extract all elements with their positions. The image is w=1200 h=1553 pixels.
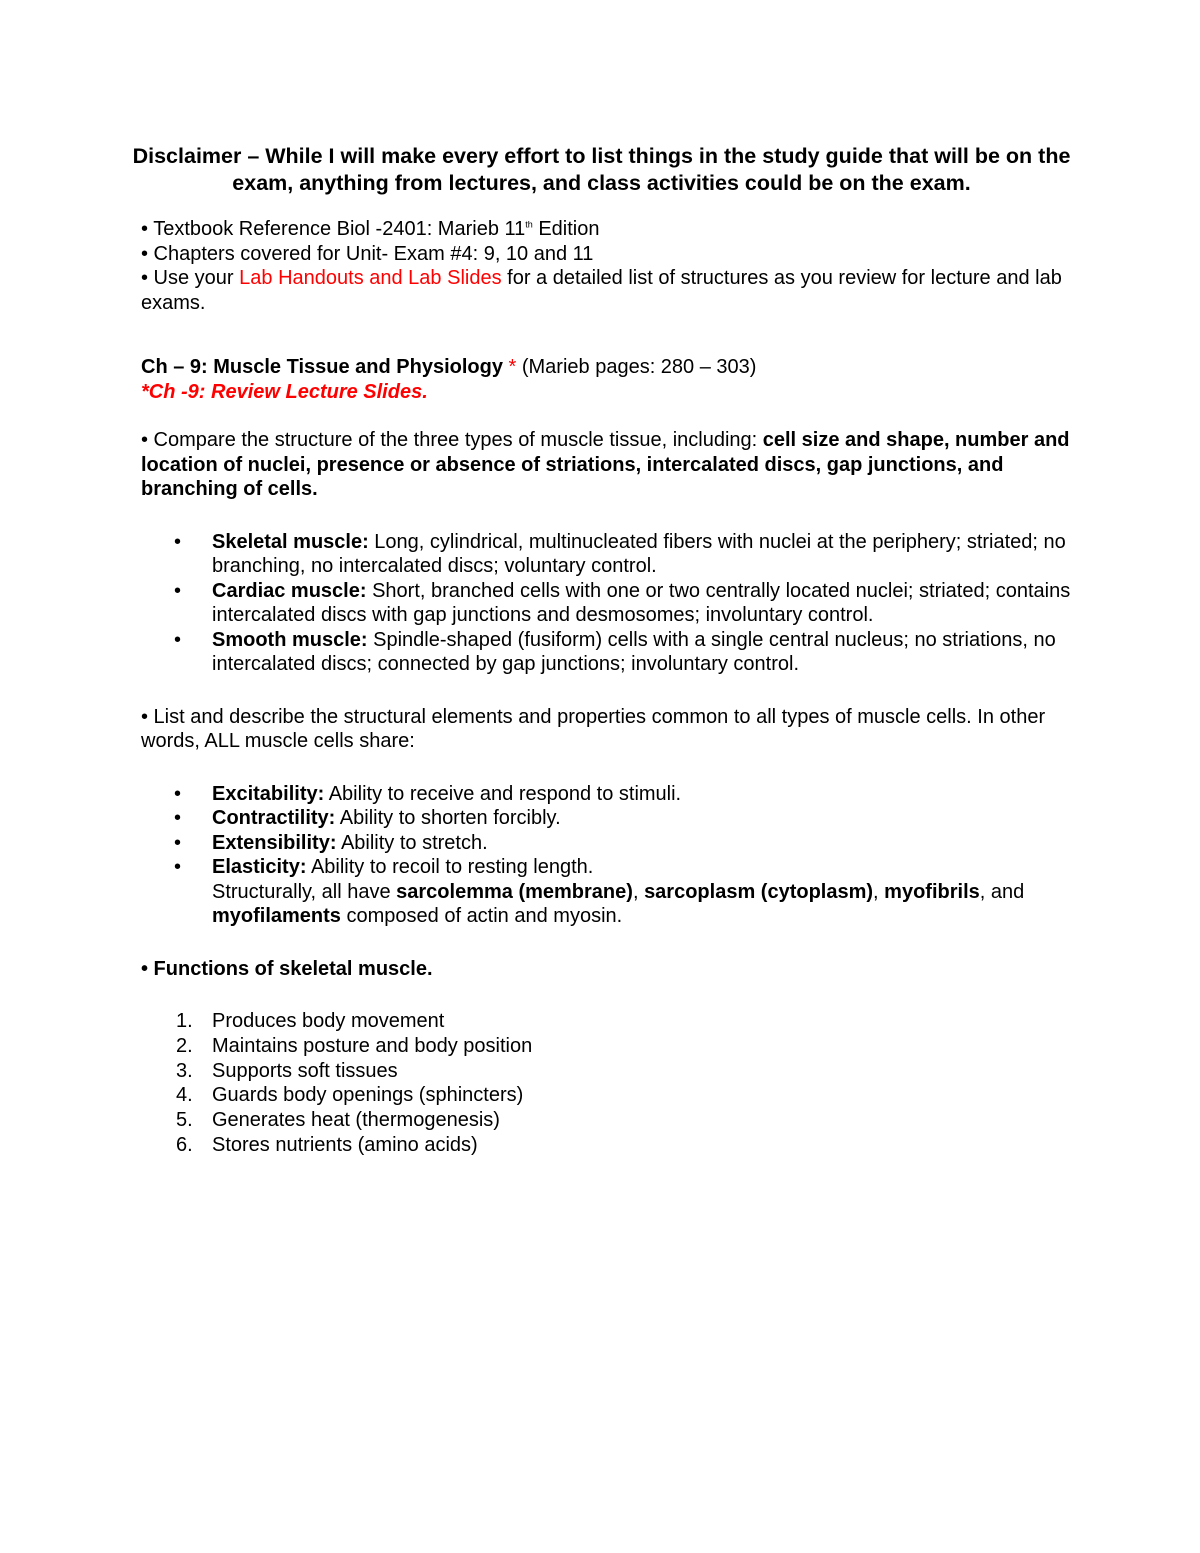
chapter-title: Ch – 9: Muscle Tissue and Physiology bbox=[141, 356, 503, 378]
list-item-text: Guards body openings (sphincters) bbox=[212, 1084, 524, 1107]
disclaimer: Disclaimer – While I will make every effort to list things in the study guide that will be on the exam, anything from lectures, and class activities could be on the exam. bbox=[132, 144, 1071, 195]
structural-term: sarcolemma (membrane) bbox=[396, 880, 633, 903]
textbook-reference bbox=[141, 217, 1071, 242]
list-item bbox=[141, 831, 1071, 856]
chapter-header bbox=[141, 355, 1071, 404]
list-item-desc: Spindle-shaped (fusiform) cells with a single central nucleus; no striations, no intercalated discs; connected by gap junctions; involuntary control. bbox=[212, 628, 1056, 675]
structural-text: composed of actin and myosin. bbox=[340, 905, 623, 927]
compare-section bbox=[141, 428, 1071, 502]
lab-handouts-note bbox=[141, 266, 1071, 315]
structural-term: myofilaments bbox=[212, 905, 341, 927]
common-properties-section bbox=[141, 705, 1071, 754]
list-item-desc: Ability to stretch. bbox=[336, 831, 488, 854]
list-item-text: Produces body movement bbox=[212, 1010, 445, 1032]
structural-text: , bbox=[632, 880, 645, 903]
chapter-star: * bbox=[502, 356, 517, 378]
list-item-term: Extensibility: bbox=[212, 831, 337, 854]
structural-term: sarcoplasm (cytoplasm) bbox=[644, 880, 874, 903]
list-item bbox=[141, 1133, 1071, 1158]
list-item-number: 1. bbox=[176, 1010, 193, 1032]
list-item-term: Excitability: bbox=[212, 782, 325, 805]
list-item-text: Generates heat (thermogenesis) bbox=[212, 1109, 500, 1132]
structural-term: myofibrils bbox=[884, 880, 980, 903]
compare-prefix: • Compare the structure of the three types of muscle tissue, including: bbox=[141, 429, 763, 451]
list-item-desc: Ability to shorten forcibly. bbox=[335, 807, 561, 829]
structural-text: , bbox=[873, 880, 885, 903]
list-item bbox=[141, 806, 1071, 831]
list-item-number: 4. bbox=[176, 1084, 193, 1107]
list-item-number: 2. bbox=[176, 1034, 193, 1057]
list-item bbox=[141, 782, 1071, 807]
bullet-icon: • bbox=[174, 530, 182, 553]
functions-list bbox=[141, 1009, 1071, 1158]
chapter-title-line bbox=[141, 355, 1071, 380]
bullet-icon: • bbox=[174, 831, 182, 854]
document-page bbox=[132, 143, 1071, 1158]
structural-text: , and bbox=[979, 880, 1025, 903]
properties-list bbox=[141, 782, 1071, 929]
list-item-desc: Ability to receive and respond to stimuli. bbox=[324, 782, 682, 805]
bullet-icon: • bbox=[174, 628, 182, 651]
muscle-types-list bbox=[141, 530, 1071, 677]
list-item bbox=[141, 579, 1071, 628]
list-item bbox=[141, 1083, 1071, 1108]
lab-handouts-highlight: Lab Handouts and Lab Slides bbox=[239, 267, 502, 289]
common-properties-text: • List and describe the structural elements and properties common to all types of muscle cells. In other words, ALL muscle cells share: bbox=[141, 705, 1046, 752]
list-item-term: Cardiac muscle: bbox=[212, 579, 367, 602]
lab-note-prefix: • Use your bbox=[141, 267, 240, 289]
textbook-reference-text: • Textbook Reference Biol -2401: Marieb 11 bbox=[141, 218, 526, 240]
functions-section bbox=[141, 957, 1071, 982]
bullet-icon: • bbox=[174, 856, 182, 878]
list-item bbox=[141, 530, 1071, 579]
bullet-icon: • bbox=[174, 579, 182, 602]
chapter-review-note: *Ch -9: Review Lecture Slides. bbox=[141, 380, 428, 403]
list-item-number: 5. bbox=[176, 1109, 193, 1132]
list-item-text: Stores nutrients (amino acids) bbox=[212, 1133, 478, 1156]
structural-text: Structurally, all have bbox=[212, 880, 397, 903]
bullet-icon: • bbox=[174, 807, 182, 829]
list-item-desc: Ability to recoil to resting length. bbox=[306, 856, 594, 878]
list-item bbox=[141, 1108, 1071, 1133]
functions-heading: • Functions of skeletal muscle. bbox=[141, 957, 433, 980]
list-item bbox=[141, 628, 1071, 677]
bullet-icon: • bbox=[174, 782, 182, 805]
list-item-term: Contractility: bbox=[212, 807, 336, 829]
list-item-term: Skeletal muscle: bbox=[212, 530, 369, 553]
textbook-edition-text: Edition bbox=[532, 218, 600, 240]
textbook-edition-sup: th bbox=[525, 219, 533, 230]
compare-text bbox=[141, 428, 1071, 502]
list-item bbox=[141, 855, 1071, 929]
list-item-desc: Short, branched cells with one or two centrally located nuclei; striated; contains intercalated discs with gap junctions and desmosomes; involuntary control. bbox=[212, 579, 1071, 626]
list-item bbox=[141, 1034, 1071, 1059]
chapter-pages: (Marieb pages: 280 – 303) bbox=[516, 356, 757, 378]
course-info bbox=[141, 217, 1071, 315]
list-item bbox=[141, 1059, 1071, 1084]
compare-bold: cell size and shape, number and location of nuclei, presence or absence of striations, intercalated discs, gap junctions, and branching of cells. bbox=[141, 429, 1070, 500]
list-item-desc: Long, cylindrical, multinucleated fibers with nuclei at the periphery; striated; no branching, no intercalated discs; voluntary control. bbox=[212, 530, 1066, 577]
list-item-term: Smooth muscle: bbox=[212, 628, 368, 651]
chapters-covered: • Chapters covered for Unit- Exam #4: 9, 10 and 11 bbox=[141, 242, 594, 265]
lab-note-suffix: for a detailed list of structures as you review for lecture and lab exams. bbox=[141, 267, 1062, 314]
list-item bbox=[141, 1009, 1071, 1034]
list-item-number: 3. bbox=[176, 1059, 193, 1082]
list-item-text: Maintains posture and body position bbox=[212, 1034, 533, 1057]
list-item-text: Supports soft tissues bbox=[212, 1059, 398, 1082]
list-item-number: 6. bbox=[176, 1133, 193, 1156]
list-item-term: Elasticity: bbox=[212, 856, 307, 878]
